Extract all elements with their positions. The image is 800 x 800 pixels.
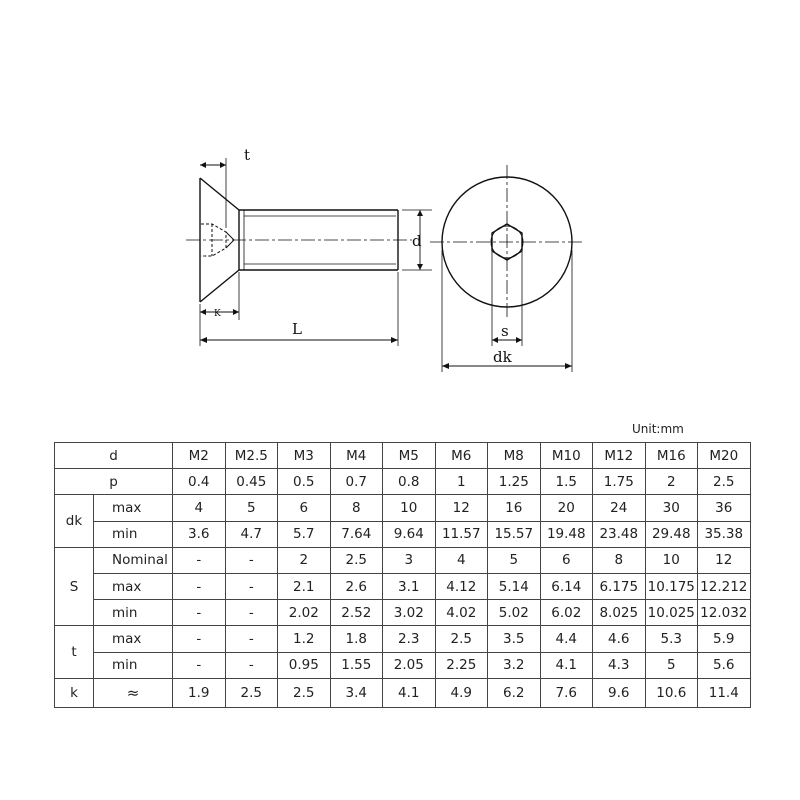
table-cell: 5 xyxy=(488,547,541,573)
row-k xyxy=(55,678,751,707)
table-cell: - xyxy=(225,547,278,573)
table-cell: 4.7 xyxy=(225,521,278,547)
table-cell: 23.48 xyxy=(593,521,646,547)
label-max: max xyxy=(94,573,173,599)
label-dk: dk xyxy=(55,495,94,547)
table-cell: 1 xyxy=(435,469,488,495)
table-cell: 4.1 xyxy=(383,678,436,707)
table-cell: 1.75 xyxy=(593,469,646,495)
table-cell: 6 xyxy=(278,495,331,521)
table-cell: 0.95 xyxy=(278,652,331,678)
size-cell: M10 xyxy=(540,443,593,469)
table-cell: 4 xyxy=(435,547,488,573)
table-cell: 5.7 xyxy=(278,521,331,547)
table-cell: 30 xyxy=(645,495,698,521)
dimension-spec-table xyxy=(54,442,751,708)
table-cell: 2.5 xyxy=(435,626,488,652)
table-cell: - xyxy=(225,573,278,599)
size-cell: M4 xyxy=(330,443,383,469)
label-min: min xyxy=(94,600,173,626)
table-cell: 15.57 xyxy=(488,521,541,547)
table-cell: 8 xyxy=(593,547,646,573)
table-cell: 0.45 xyxy=(225,469,278,495)
table-cell: 3.02 xyxy=(383,600,436,626)
table-cell: 2.5 xyxy=(225,678,278,707)
table-cell: - xyxy=(225,652,278,678)
table-cell: 35.38 xyxy=(698,521,751,547)
table-cell: 2.02 xyxy=(278,600,331,626)
table-cell: 5.6 xyxy=(698,652,751,678)
table-cell: 0.8 xyxy=(383,469,436,495)
table-cell: 4.3 xyxy=(593,652,646,678)
table-cell: 2.05 xyxy=(383,652,436,678)
label-approx: ≈ xyxy=(94,678,173,707)
table-cell: 1.2 xyxy=(278,626,331,652)
table-cell: 11.57 xyxy=(435,521,488,547)
table-cell: 7.64 xyxy=(330,521,383,547)
row-t-max xyxy=(55,626,751,652)
table-cell: 5.9 xyxy=(698,626,751,652)
table-cell: 4.6 xyxy=(593,626,646,652)
table-cell: 1.5 xyxy=(540,469,593,495)
size-cell: M16 xyxy=(645,443,698,469)
row-dk-max xyxy=(55,495,751,521)
size-cell: M3 xyxy=(278,443,331,469)
table-cell: 1.55 xyxy=(330,652,383,678)
label-l: L xyxy=(292,320,302,338)
table-cell: 4.4 xyxy=(540,626,593,652)
table-cell: 1.25 xyxy=(488,469,541,495)
table-cell: 12.212 xyxy=(698,573,751,599)
row-t-min xyxy=(55,652,751,678)
table-cell: 6.175 xyxy=(593,573,646,599)
table-cell: 2 xyxy=(645,469,698,495)
table-cell: 1.9 xyxy=(173,678,226,707)
row-d xyxy=(55,443,751,469)
table-cell: 1.8 xyxy=(330,626,383,652)
table-cell: 19.48 xyxy=(540,521,593,547)
label-p: p xyxy=(55,469,173,495)
table-cell: 5.3 xyxy=(645,626,698,652)
table-cell: 6 xyxy=(540,547,593,573)
table-cell: 7.6 xyxy=(540,678,593,707)
size-cell: M5 xyxy=(383,443,436,469)
label-s: S xyxy=(55,547,94,626)
label-t: t xyxy=(55,626,94,678)
table-cell: 3 xyxy=(383,547,436,573)
table-cell: - xyxy=(173,600,226,626)
table-cell: 10 xyxy=(383,495,436,521)
table-cell: - xyxy=(173,573,226,599)
table-cell: 4.02 xyxy=(435,600,488,626)
table-cell: - xyxy=(225,600,278,626)
table-cell: 0.4 xyxy=(173,469,226,495)
table-cell: 4 xyxy=(173,495,226,521)
table-cell: 10.6 xyxy=(645,678,698,707)
table-cell: 12.032 xyxy=(698,600,751,626)
table-cell: 5 xyxy=(645,652,698,678)
table-cell: 4.1 xyxy=(540,652,593,678)
table-cell: 10.025 xyxy=(645,600,698,626)
table-cell: 5.02 xyxy=(488,600,541,626)
table-cell: 9.64 xyxy=(383,521,436,547)
row-s-max xyxy=(55,573,751,599)
label-min: min xyxy=(94,521,173,547)
label-k: K xyxy=(214,309,221,319)
table-cell: 6.2 xyxy=(488,678,541,707)
label-s: s xyxy=(501,322,509,340)
screw-head-end-view xyxy=(430,165,584,372)
table-cell: - xyxy=(173,652,226,678)
size-cell: M2.5 xyxy=(225,443,278,469)
size-cell: M12 xyxy=(593,443,646,469)
table-cell: 2.1 xyxy=(278,573,331,599)
table-cell: 2.6 xyxy=(330,573,383,599)
table-cell: 8.025 xyxy=(593,600,646,626)
table-cell: 16 xyxy=(488,495,541,521)
table-cell: 12 xyxy=(435,495,488,521)
label-k: k xyxy=(55,678,94,707)
table-cell: 11.4 xyxy=(698,678,751,707)
table-cell: 9.6 xyxy=(593,678,646,707)
table-cell: 2.5 xyxy=(698,469,751,495)
table-cell: 6.14 xyxy=(540,573,593,599)
size-cell: M2 xyxy=(173,443,226,469)
table-cell: - xyxy=(173,626,226,652)
table-cell: 4.12 xyxy=(435,573,488,599)
table-cell: 3.2 xyxy=(488,652,541,678)
table-cell: 2.52 xyxy=(330,600,383,626)
table-cell: 10.175 xyxy=(645,573,698,599)
table-cell: - xyxy=(173,547,226,573)
label-d-header: d xyxy=(55,443,173,469)
table-cell: 5 xyxy=(225,495,278,521)
label-max: max xyxy=(94,626,173,652)
size-cell: M6 xyxy=(435,443,488,469)
label-max: max xyxy=(94,495,173,521)
table-cell: 5.14 xyxy=(488,573,541,599)
row-dk-min xyxy=(55,521,751,547)
table-cell: 2 xyxy=(278,547,331,573)
unit-label: Unit:mm xyxy=(632,422,684,436)
table-cell: 2.5 xyxy=(330,547,383,573)
size-cell: M20 xyxy=(698,443,751,469)
table-cell: 2.5 xyxy=(278,678,331,707)
table-cell: 29.48 xyxy=(645,521,698,547)
row-p xyxy=(55,469,751,495)
table-cell: 0.7 xyxy=(330,469,383,495)
label-t: t xyxy=(244,146,251,164)
table-cell: 3.6 xyxy=(173,521,226,547)
table-cell: - xyxy=(225,626,278,652)
table-cell: 3.1 xyxy=(383,573,436,599)
table-cell: 3.5 xyxy=(488,626,541,652)
table-cell: 4.9 xyxy=(435,678,488,707)
table-cell: 12 xyxy=(698,547,751,573)
table-cell: 8 xyxy=(330,495,383,521)
size-cell: M8 xyxy=(488,443,541,469)
label-nominal: Nominal xyxy=(94,547,173,573)
table-cell: 2.25 xyxy=(435,652,488,678)
table-cell: 6.02 xyxy=(540,600,593,626)
table-cell: 10 xyxy=(645,547,698,573)
screw-side-view xyxy=(186,158,432,346)
table-cell: 36 xyxy=(698,495,751,521)
table-cell: 2.3 xyxy=(383,626,436,652)
table-cell: 24 xyxy=(593,495,646,521)
label-d: d xyxy=(412,232,422,250)
table-cell: 3.4 xyxy=(330,678,383,707)
row-s-min xyxy=(55,600,751,626)
table-cell: 0.5 xyxy=(278,469,331,495)
label-min: min xyxy=(94,652,173,678)
table-cell: 20 xyxy=(540,495,593,521)
row-s-nominal xyxy=(55,547,751,573)
label-dk: dk xyxy=(493,348,512,366)
